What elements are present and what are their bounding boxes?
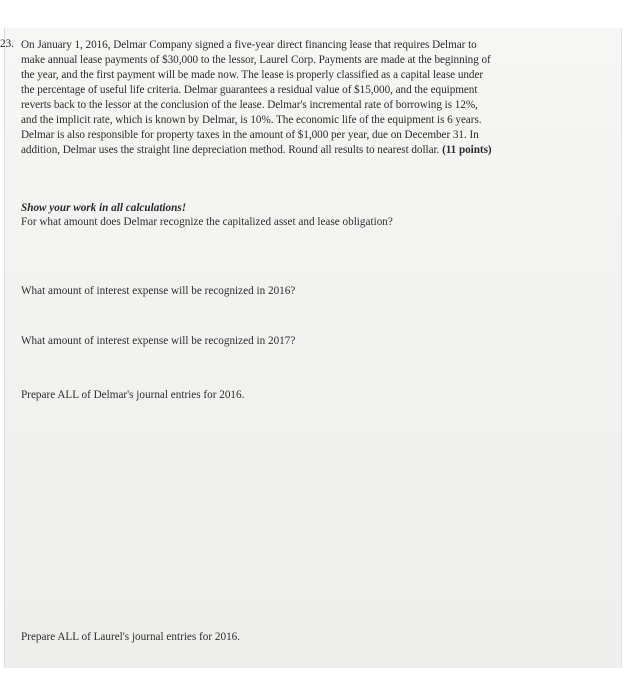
problem-line: make annual lease payments of $30,000 to the lessor, Laurel Corp. Payments are made at the beginning of [21, 54, 491, 66]
problem-line: and the implicit rate, which is known by Delmar, is 10%. The economic life of the equipment is 6 years. [21, 114, 482, 126]
problem-line-last [21, 143, 599, 158]
problem-line: On January 1, 2016, Delmar Company signed a five-year direct financing lease that requires Delmar to [21, 39, 477, 51]
question-interest-2016: What amount of interest expense will be recognized in 2016? [21, 285, 296, 297]
question-interest-2017: What amount of interest expense will be recognized in 2017? [21, 335, 296, 347]
question-laurel-entries: Prepare ALL of Laurel's journal entries for 2016. [21, 631, 241, 643]
instruction-text: Show your work in all calculations! [21, 202, 187, 214]
problem-statement [21, 38, 599, 158]
problem-number: 23. [0, 38, 14, 50]
question-capitalized-amount: For what amount does Delmar recognize the capitalized asset and lease obligation? [21, 216, 393, 228]
problem-line: reverts back to the lessor at the conclusion of the lease. Delmar's incremental rate of borrowing is 12%, [21, 99, 478, 111]
problem-line: Delmar is also responsible for property taxes in the amount of $1,000 per year, due on December 31. In [21, 129, 479, 141]
bottom-margin [0, 668, 629, 700]
problem-last-text: addition, Delmar uses the straight line depreciation method. Round all results to nearest dollar. [21, 144, 440, 156]
problem-line: the percentage of useful life criteria. Delmar guarantees a residual value of $15,000, and the equipment [21, 84, 478, 96]
question-delmar-entries: Prepare ALL of Delmar's journal entries for 2016. [21, 389, 245, 401]
problem-line: the year, and the first payment will be made now. The lease is properly classified as a capital lease under [21, 69, 484, 81]
points-label: (11 points) [442, 144, 492, 156]
